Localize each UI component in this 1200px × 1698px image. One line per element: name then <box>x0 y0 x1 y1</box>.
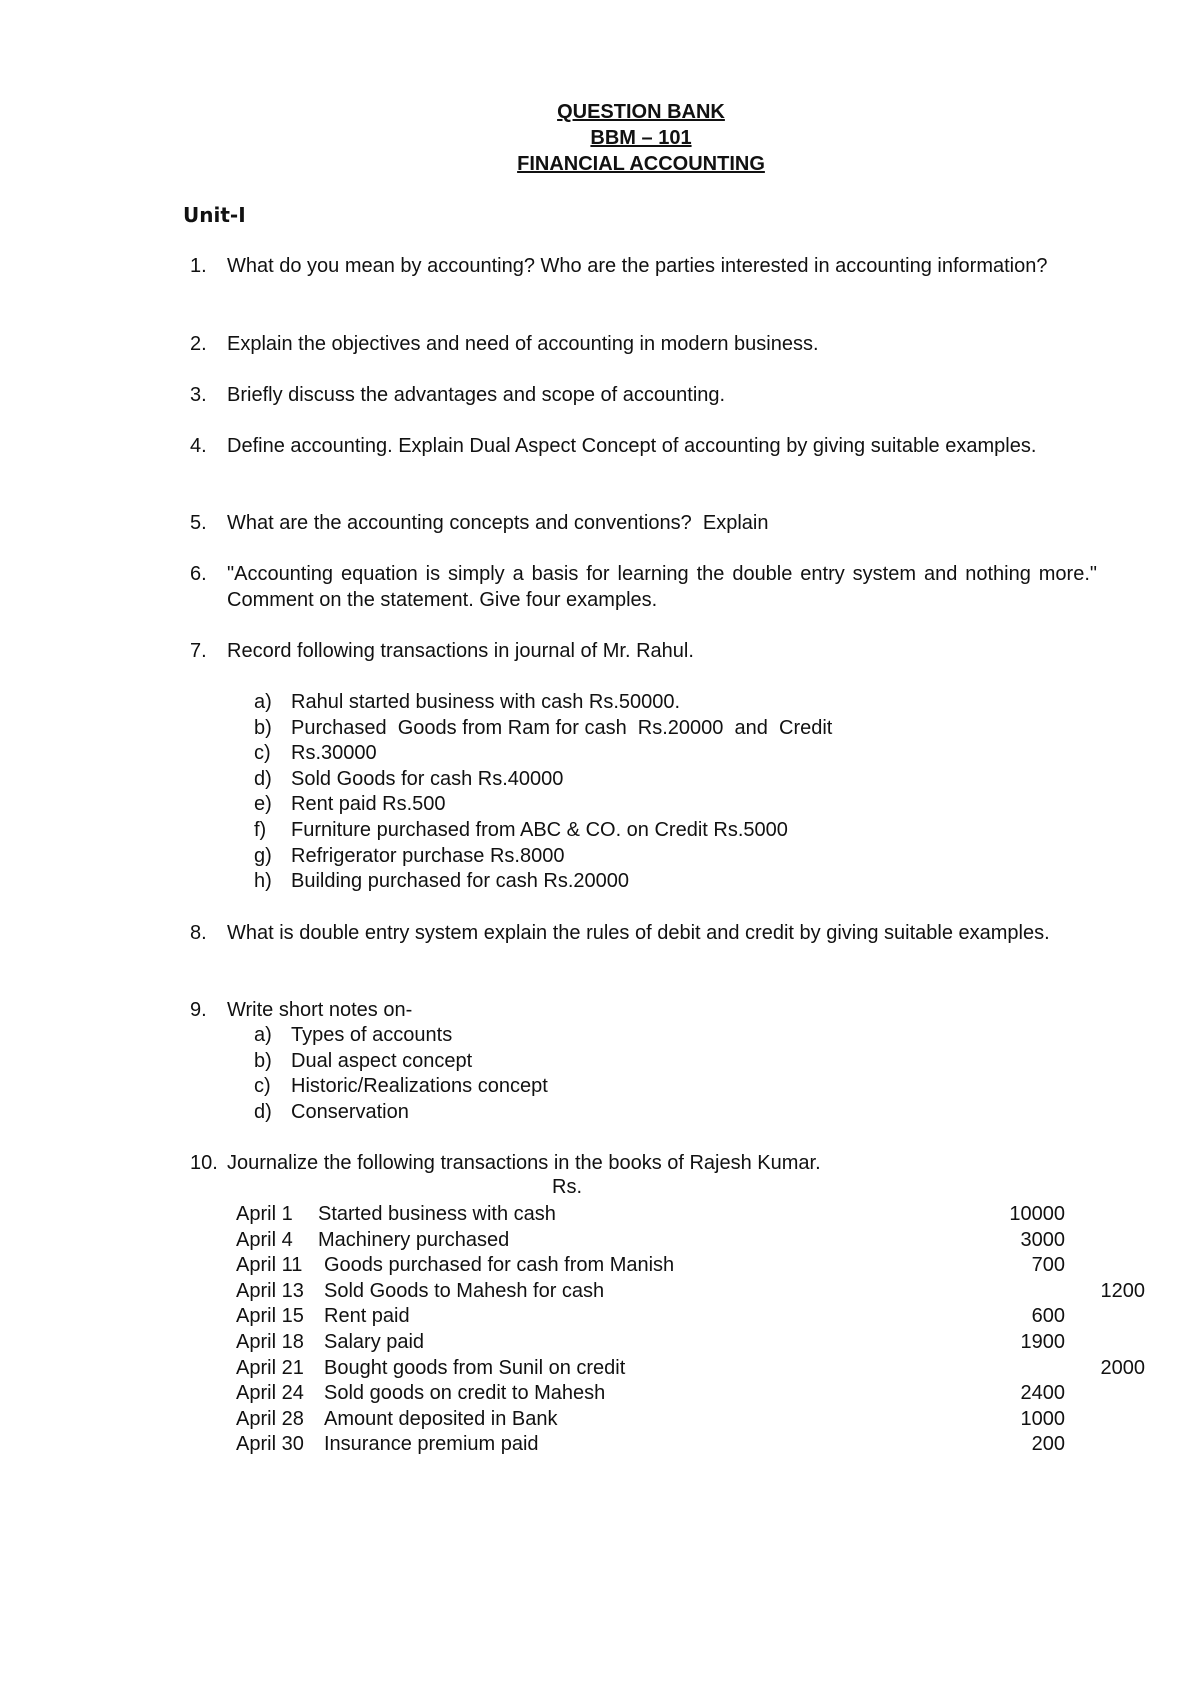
question-text: Write short notes on- <box>227 999 413 1021</box>
question-number: 5. <box>190 512 207 534</box>
question-number: 10. <box>190 1152 218 1174</box>
item-text: Refrigerator purchase Rs.8000 <box>291 844 565 867</box>
title-block <box>0 99 1200 177</box>
row-date: April 24 <box>236 1382 304 1405</box>
item-text: Sold Goods for cash Rs.40000 <box>291 767 564 790</box>
row-description: Bought goods from Sunil on credit <box>324 1356 626 1379</box>
question-text: What is double entry system explain the rules of debit and credit by giving suitable examples. <box>227 922 1050 944</box>
table-row <box>236 1253 1065 1279</box>
question-number: 4. <box>190 435 207 457</box>
question-text: Briefly discuss the advantages and scope of accounting. <box>227 384 726 406</box>
row-description: Amount deposited in Bank <box>324 1407 558 1430</box>
question-5 <box>190 510 1097 536</box>
row-amount-2: 2000 <box>1100 1356 1145 1379</box>
question-text: Journalize the following transactions in the books of Rajesh Kumar. <box>227 1152 821 1174</box>
row-date: April 4 <box>236 1228 293 1251</box>
table-row <box>236 1356 1145 1382</box>
question-7 <box>190 638 1097 664</box>
row-description: Machinery purchased <box>318 1228 510 1251</box>
item-text: Types of accounts <box>291 1024 453 1046</box>
row-description: Insurance premium paid <box>324 1433 539 1456</box>
question-text: What are the accounting concepts and conventions? Explain <box>227 512 769 534</box>
item-text: Furniture purchased from ABC & CO. on Credit Rs.5000 <box>291 818 788 841</box>
question-1 <box>190 253 1097 279</box>
row-amount: 1900 <box>1020 1330 1065 1353</box>
question-text: Explain the objectives and need of accounting in modern business. <box>227 333 819 355</box>
row-date: April 21 <box>236 1356 304 1379</box>
question-6 <box>190 561 1097 613</box>
table-row <box>236 1304 1065 1330</box>
table-row <box>236 1407 1065 1433</box>
item-label: c) <box>254 742 271 765</box>
item-text: Rs.30000 <box>291 742 377 765</box>
question-number: 8. <box>190 922 207 944</box>
question-number: 3. <box>190 384 207 406</box>
item-text: Rahul started business with cash Rs.50000. <box>291 691 681 713</box>
question-number: 6. <box>190 563 207 585</box>
item-label: a) <box>254 1024 272 1046</box>
item-text: Purchased Goods from Ram for cash Rs.20000 and Credit <box>291 716 833 739</box>
row-date: April 28 <box>236 1407 304 1430</box>
item-label: d) <box>254 1100 272 1123</box>
row-date: April 11 <box>236 1254 303 1277</box>
item-label: b) <box>254 1049 272 1072</box>
table-row <box>236 1228 1065 1254</box>
row-amount: 2400 <box>1020 1382 1065 1405</box>
question-number: 9. <box>190 999 207 1021</box>
table-row <box>236 1202 1065 1228</box>
row-amount: 3000 <box>1020 1228 1065 1251</box>
title-course-name: FINANCIAL ACCOUNTING <box>517 153 765 175</box>
question-3 <box>190 382 1097 408</box>
item-label: c) <box>254 1075 271 1098</box>
row-date: April 13 <box>236 1279 304 1302</box>
title-question-bank: QUESTION BANK <box>557 101 725 123</box>
row-date: April 1 <box>236 1203 293 1225</box>
row-description: Goods purchased for cash from Manish <box>324 1254 675 1277</box>
table-row <box>236 1330 1065 1356</box>
item-label: e) <box>254 793 272 816</box>
question-text: Record following transactions in journal of Mr. Rahul. <box>227 640 694 662</box>
item-label: g) <box>254 844 272 867</box>
item-label: h) <box>254 870 272 893</box>
row-description: Sold goods on credit to Mahesh <box>324 1382 606 1405</box>
question-number: 2. <box>190 333 207 355</box>
item-label: b) <box>254 716 272 739</box>
question-number: 1. <box>190 255 207 277</box>
row-amount: 600 <box>1031 1305 1065 1328</box>
item-text: Historic/Realizations concept <box>291 1075 548 1098</box>
item-label: d) <box>254 767 272 790</box>
title-course-code: BBM – 101 <box>590 127 692 149</box>
item-text: Rent paid Rs.500 <box>291 793 446 816</box>
row-date: April 18 <box>236 1330 304 1353</box>
question-4 <box>190 433 1097 459</box>
item-text: Conservation <box>291 1100 409 1123</box>
row-amount: 700 <box>1031 1254 1065 1277</box>
question-number: 7. <box>190 640 207 662</box>
table-row <box>236 1432 1065 1458</box>
question-text: "Accounting equation is simply a basis for learning the double entry system and nothing more." Comment on the statement. Give four examples. <box>227 563 1097 611</box>
question-2 <box>190 331 1097 357</box>
row-date: April 30 <box>236 1433 304 1456</box>
question-text: What do you mean by accounting? Who are the parties interested in accounting information? <box>227 255 1048 277</box>
journal-table <box>236 1202 1145 1458</box>
row-description: Rent paid <box>324 1305 410 1328</box>
row-amount: 200 <box>1031 1433 1065 1456</box>
item-text: Building purchased for cash Rs.20000 <box>291 870 629 893</box>
question-text: Define accounting. Explain Dual Aspect Concept of accounting by giving suitable examples. <box>227 435 1037 457</box>
row-date: April 15 <box>236 1305 304 1328</box>
question-9 <box>190 997 1097 1023</box>
table-row <box>236 1279 1145 1305</box>
row-description: Salary paid <box>324 1330 425 1353</box>
row-description: Sold Goods to Mahesh for cash <box>324 1279 605 1302</box>
item-label: a) <box>254 691 272 713</box>
question-8 <box>190 920 1097 946</box>
unit-heading: Unit-I <box>183 203 246 227</box>
row-amount-2: 1200 <box>1100 1279 1145 1302</box>
table-row <box>236 1381 1065 1407</box>
row-amount: 1000 <box>1020 1407 1065 1430</box>
item-text: Dual aspect concept <box>291 1049 473 1072</box>
row-amount: 10000 <box>1009 1203 1065 1225</box>
amount-column-header: Rs. <box>552 1176 582 1198</box>
item-label: f) <box>254 818 267 841</box>
row-description: Started business with cash <box>318 1203 556 1225</box>
question-10 <box>190 1150 1097 1176</box>
